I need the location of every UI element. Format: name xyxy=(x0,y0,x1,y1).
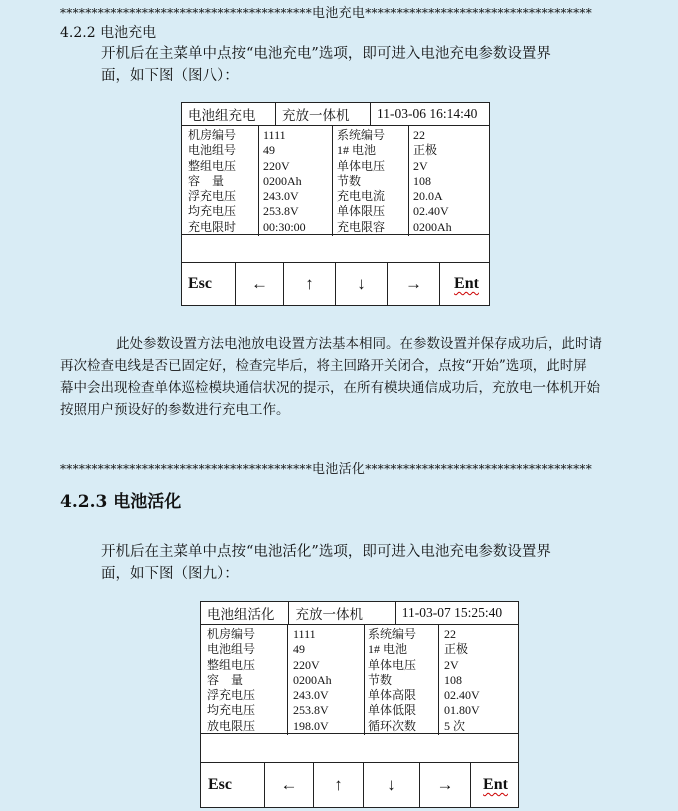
down-arrow-button[interactable]: ↓ xyxy=(336,263,388,305)
paragraph-line: 再次检查电线是否已固定好，检查完毕后，将主回路开关闭合，点按“开始”选项，此时屏 xyxy=(60,358,587,374)
param-label: 整组电压 xyxy=(188,158,237,173)
left-arrow-button[interactable]: ← xyxy=(236,263,284,305)
param-label: 电池组号 xyxy=(207,642,256,657)
param-label: 浮充电压 xyxy=(188,189,237,204)
panel-datetime: 11-03-07 15:25:40 xyxy=(401,605,503,620)
param-row xyxy=(182,220,489,235)
param-label: 单体电压 xyxy=(337,158,386,173)
param-value[interactable]: 108 xyxy=(413,173,431,188)
param-label: 1# 电池 xyxy=(337,143,377,158)
panel-datetime: 11-03-06 16:14:40 xyxy=(377,106,478,121)
divider-title: 电池活化 xyxy=(312,462,366,477)
divider-activation xyxy=(60,458,592,477)
param-row xyxy=(182,204,489,219)
param-value[interactable]: 2V xyxy=(444,657,459,672)
param-value[interactable]: 2V xyxy=(413,158,428,173)
param-grid xyxy=(201,625,518,735)
param-label: 系统编号 xyxy=(368,627,417,641)
param-label: 充电电流 xyxy=(337,189,386,204)
param-row xyxy=(201,658,518,673)
intro-line: 开机后在主菜单中点按“电池充电”选项，即可进入电池充电参数设置界 xyxy=(101,46,551,62)
param-label: 均充电压 xyxy=(207,703,256,718)
param-label: 单体限压 xyxy=(337,204,386,219)
param-row xyxy=(201,642,518,657)
param-label: 机房编号 xyxy=(207,627,256,641)
panel-mode-title: 电池组充电 xyxy=(182,103,276,125)
param-label: 放电限压 xyxy=(207,718,256,733)
param-row xyxy=(201,627,518,642)
panel-header xyxy=(201,602,518,625)
esc-button[interactable]: Esc xyxy=(201,763,265,807)
param-row xyxy=(182,189,489,204)
panel-button-bar xyxy=(182,262,489,305)
panel-device-name: 充放一体机 xyxy=(289,602,395,624)
param-label: 整组电压 xyxy=(207,657,256,672)
param-value[interactable]: 正极 xyxy=(413,143,438,158)
param-value[interactable]: 5 次 xyxy=(444,718,466,733)
divider-stars-left: **************************************** xyxy=(60,6,312,20)
param-label: 机房编号 xyxy=(188,128,237,142)
param-label: 1# 电池 xyxy=(368,642,408,657)
param-row xyxy=(201,703,518,718)
intro-line: 面，如下图（图九）： xyxy=(101,566,239,582)
param-value[interactable]: 243.0V xyxy=(263,189,299,204)
param-label: 充电限时 xyxy=(188,219,237,234)
left-arrow-button[interactable]: ← xyxy=(265,763,314,807)
panel-device-name: 充放一体机 xyxy=(276,103,371,125)
param-value[interactable]: 01.80V xyxy=(444,703,480,718)
param-value[interactable]: 49 xyxy=(263,143,275,158)
param-value[interactable]: 20.0A xyxy=(413,189,443,204)
param-row xyxy=(201,673,518,688)
param-label: 节数 xyxy=(337,173,362,188)
ent-button[interactable] xyxy=(440,263,493,305)
charge-settings-panel xyxy=(181,102,490,306)
param-value[interactable]: 220V xyxy=(263,158,290,173)
section-heading-charge: 4.2.2 电池充电 xyxy=(60,25,157,41)
param-label: 浮充电压 xyxy=(207,688,256,703)
paragraph-line: 此处参数设置方法电池放电设置方法基本相同。在参数设置并保存成功后，此时请 xyxy=(116,336,602,352)
param-value[interactable]: 253.8V xyxy=(293,703,329,718)
ent-button[interactable] xyxy=(471,763,520,807)
param-label: 均充电压 xyxy=(188,204,237,219)
up-arrow-button[interactable]: ↑ xyxy=(284,263,336,305)
divider-stars-right: ************************************ xyxy=(365,462,593,476)
param-row xyxy=(182,143,489,158)
param-value[interactable]: 22 xyxy=(444,627,456,641)
param-row xyxy=(182,128,489,143)
param-label: 系统编号 xyxy=(337,128,386,142)
panel-mode-title: 电池组活化 xyxy=(201,602,289,624)
intro-line: 面，如下图（图八）： xyxy=(101,68,239,84)
param-label: 单体电压 xyxy=(368,657,417,672)
section-heading-activation: 4.2.3 电池活化 xyxy=(60,492,182,512)
param-value[interactable]: 220V xyxy=(293,657,320,672)
param-row xyxy=(201,688,518,703)
param-value[interactable]: 00:30:00 xyxy=(263,219,306,234)
right-arrow-button[interactable]: → xyxy=(420,763,471,807)
paragraph-line: 按照用户预设好的参数进行充电工作。 xyxy=(60,402,290,418)
param-value[interactable]: 0200Ah xyxy=(413,219,452,234)
intro-line: 开机后在主菜单中点按“电池活化”选项，即可进入电池充电参数设置界 xyxy=(101,544,551,560)
ent-label: Ent xyxy=(454,275,479,292)
param-label: 容 量 xyxy=(207,672,244,687)
param-value[interactable]: 108 xyxy=(444,672,462,687)
param-value[interactable]: 02.40V xyxy=(413,204,449,219)
panel-button-bar xyxy=(201,762,518,807)
param-label: 容 量 xyxy=(188,173,225,188)
param-value[interactable]: 正极 xyxy=(444,642,469,657)
param-value[interactable]: 0200Ah xyxy=(293,672,332,687)
divider-title: 电池充电 xyxy=(312,6,366,21)
esc-button[interactable]: Esc xyxy=(182,263,236,305)
param-label: 充电限容 xyxy=(337,219,386,234)
param-value[interactable]: 1111 xyxy=(293,627,316,641)
param-value[interactable]: 0200Ah xyxy=(263,173,302,188)
param-row xyxy=(182,174,489,189)
right-arrow-button[interactable]: → xyxy=(388,263,440,305)
param-value[interactable]: 243.0V xyxy=(293,688,329,703)
param-value[interactable]: 49 xyxy=(293,642,305,657)
paragraph-line: 幕中会出现检查单体巡检模块通信状况的提示，在所有模块通信成功后，充放电一体机开始 xyxy=(60,380,600,396)
param-value[interactable]: 22 xyxy=(413,128,425,142)
divider-stars-left: **************************************** xyxy=(60,462,312,476)
param-value[interactable]: 02.40V xyxy=(444,688,480,703)
divider-charge xyxy=(60,2,592,21)
param-label: 循环次数 xyxy=(368,718,417,733)
param-label: 单体高限 xyxy=(368,688,417,703)
param-value[interactable]: 253.8V xyxy=(263,204,299,219)
activation-settings-panel xyxy=(200,601,519,808)
param-value[interactable]: 198.0V xyxy=(293,718,329,733)
param-grid xyxy=(182,126,489,236)
param-row xyxy=(182,159,489,174)
divider-stars-right: ************************************ xyxy=(365,6,593,20)
param-label: 电池组号 xyxy=(188,143,237,158)
panel-header xyxy=(182,103,489,126)
param-value[interactable]: 1111 xyxy=(263,128,286,142)
up-arrow-button[interactable]: ↑ xyxy=(314,763,364,807)
ent-label: Ent xyxy=(483,776,508,793)
down-arrow-button[interactable]: ↓ xyxy=(364,763,420,807)
param-label: 单体低限 xyxy=(368,703,417,718)
param-row xyxy=(201,719,518,734)
instruction-paragraph xyxy=(60,333,660,421)
param-label: 节数 xyxy=(368,672,393,687)
